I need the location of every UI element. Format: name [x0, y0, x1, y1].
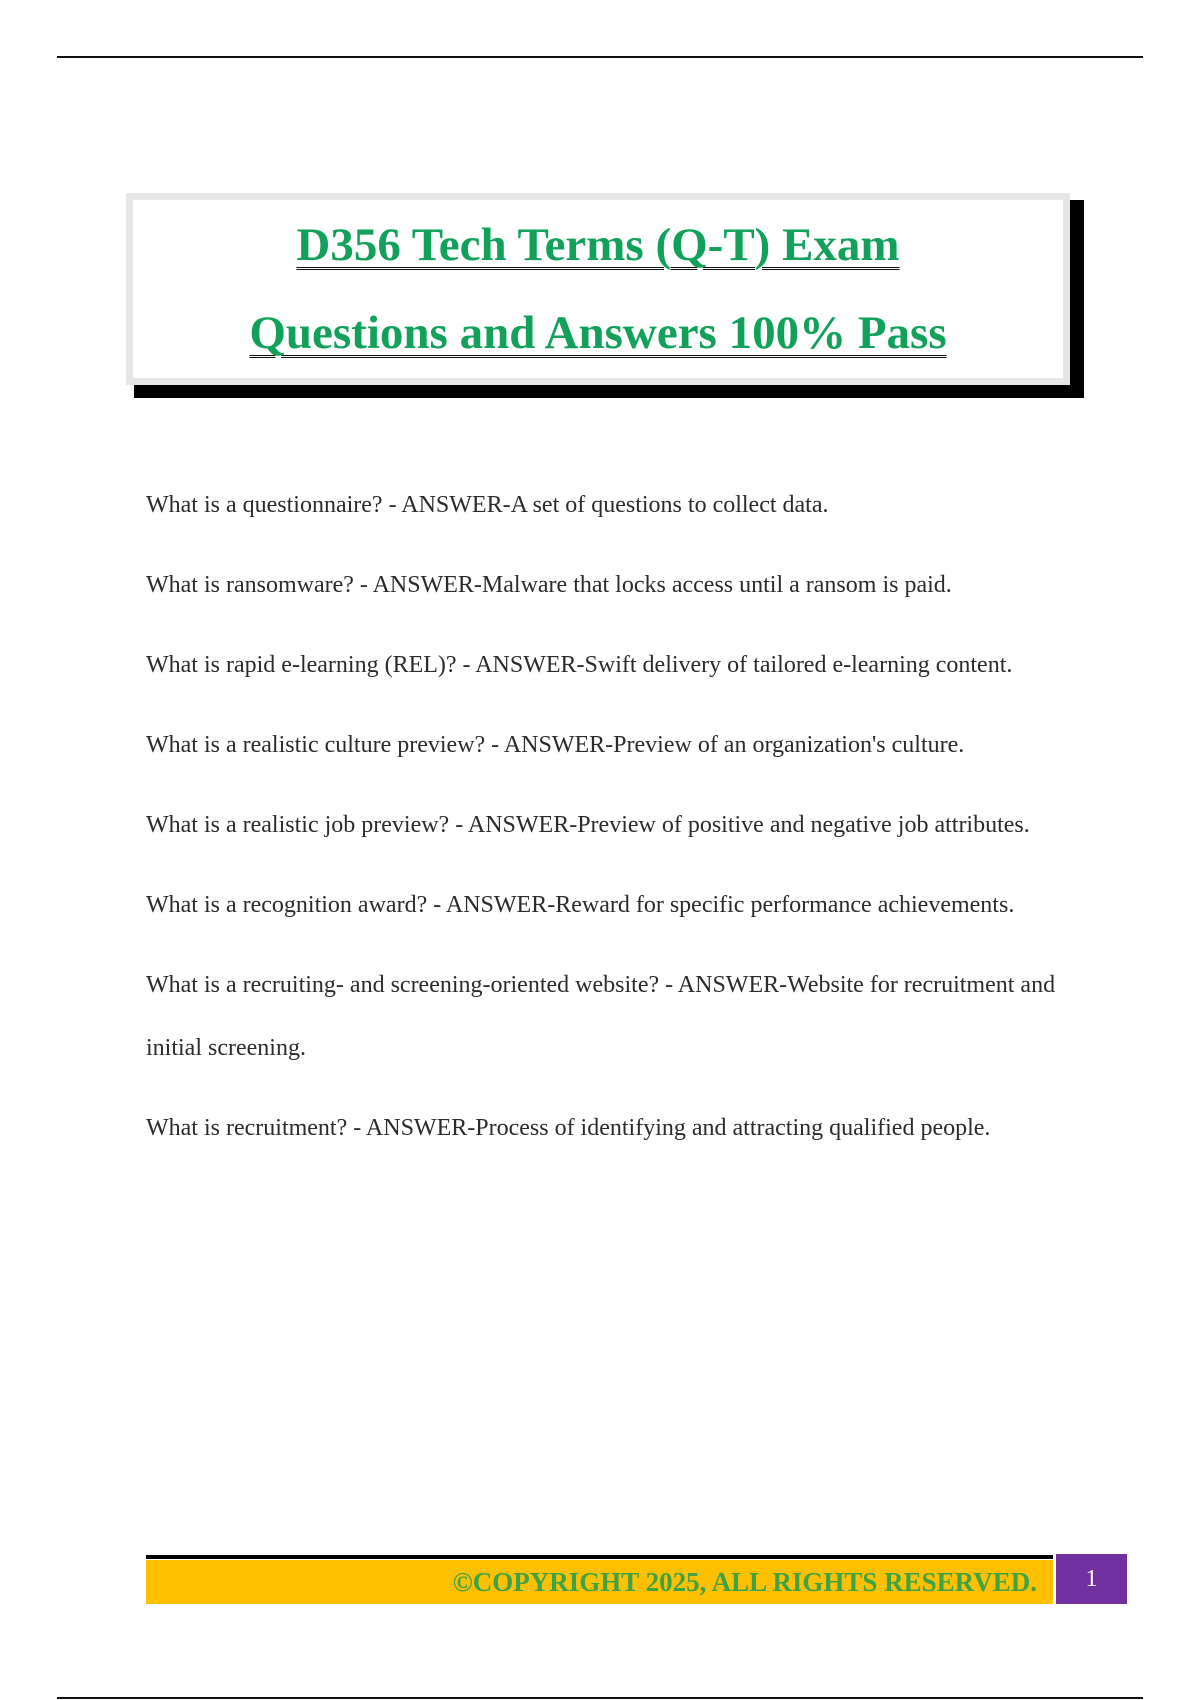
qa-item: What is a questionnaire? - ANSWER-A set of questions to collect data. — [146, 492, 829, 518]
qa-item: What is a realistic culture preview? - ANSWER-Preview of an organization's culture. — [146, 732, 965, 758]
copyright-text: ©COPYRIGHT 2025, ALL RIGHTS RESERVED. — [452, 1566, 1037, 1597]
footer-rule — [146, 1555, 1053, 1559]
page-number-box — [1056, 1554, 1127, 1604]
qa-item: What is ransomware? - ANSWER-Malware that locks access until a ransom is paid. — [146, 572, 952, 598]
qa-item: What is a recognition award? - ANSWER-Reward for specific performance achievements. — [146, 892, 1015, 918]
qa-item: What is recruitment? - ANSWER-Process of identifying and attracting qualified people. — [146, 1115, 991, 1141]
document-title-line-1: D356 Tech Terms (Q-T) Exam — [296, 219, 900, 271]
page-number: 1 — [1085, 1565, 1098, 1592]
qa-item: What is a realistic job preview? - ANSWER-Preview of positive and negative job attributes. — [146, 812, 1030, 838]
document-title-line-2: Questions and Answers 100% Pass — [249, 307, 947, 359]
top-rule — [57, 56, 1143, 58]
qa-list — [146, 474, 1076, 1177]
qa-item: What is rapid e-learning (REL)? - ANSWER-Swift delivery of tailored e-learning content. — [146, 652, 1013, 678]
bottom-rule — [57, 1697, 1143, 1699]
footer-copyright-bar — [146, 1560, 1053, 1604]
title-box — [126, 193, 1070, 385]
qa-item: What is a recruiting- and screening-oriented website? - ANSWER-Website for recruitment and initial screening. — [146, 972, 1056, 1061]
